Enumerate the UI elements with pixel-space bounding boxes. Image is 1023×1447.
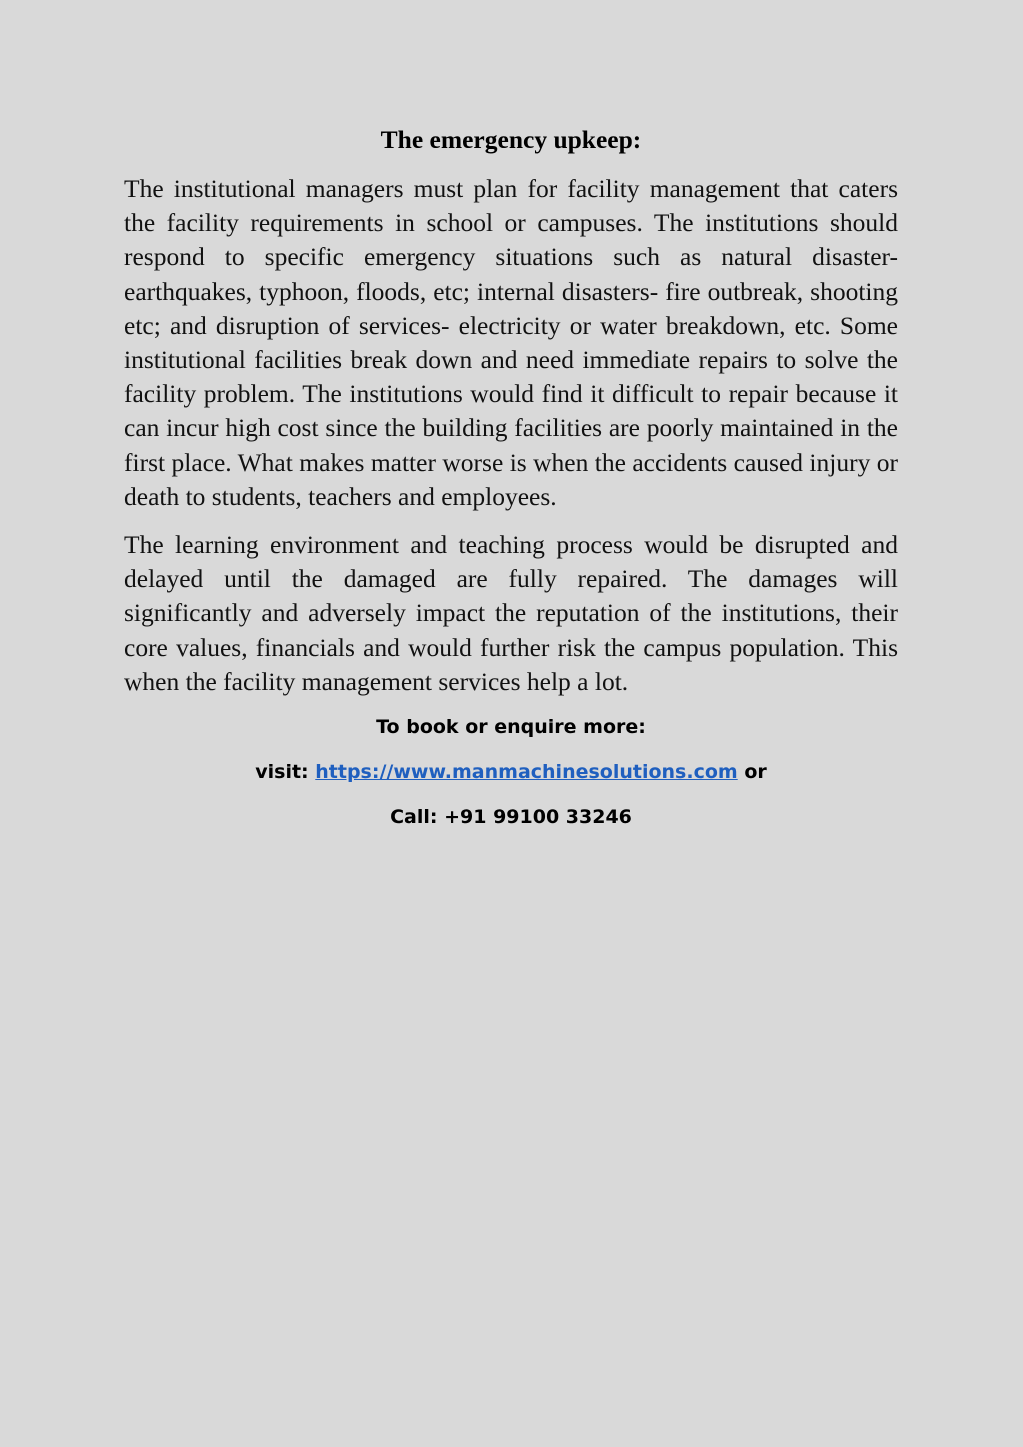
paragraph-2: The learning environment and teaching process would be disrupted and delayed until the damaged are fully repaired. The damages will significantly and adversely impact the reputation of the institutions, their core values, financials and would further risk the campus population. This when the facility management services help a lot. bbox=[124, 530, 898, 696]
visit-prefix: visit: bbox=[255, 761, 309, 784]
visit-suffix: or bbox=[744, 761, 767, 784]
visit-line bbox=[124, 758, 898, 786]
paragraph-1: The institutional managers must plan for facility management that caters the facility requirements in school or campuses. The institutions should respond to specific emergency situations such as natural disaster- earthquakes, typhoon, floods, etc; internal disasters- fire outbreak, shooting etc; and disruption of services- electricity or water breakdown, etc. Some institutional facilities break down and need immediate repairs to solve the facility problem. The institutions would find it difficult to repair because it can incur high cost since the building facilities are poorly maintained in the first place. What makes matter worse is when the accidents caused injury or death to students, teachers and employees. bbox=[124, 174, 898, 511]
section-heading: The emergency upkeep: bbox=[380, 125, 642, 154]
document-body bbox=[124, 122, 898, 831]
enquire-line: To book or enquire more: bbox=[376, 716, 646, 739]
website-link[interactable]: https://www.manmachinesolutions.com bbox=[315, 761, 738, 784]
call-line: Call: +91 99100 33246 bbox=[390, 806, 632, 829]
